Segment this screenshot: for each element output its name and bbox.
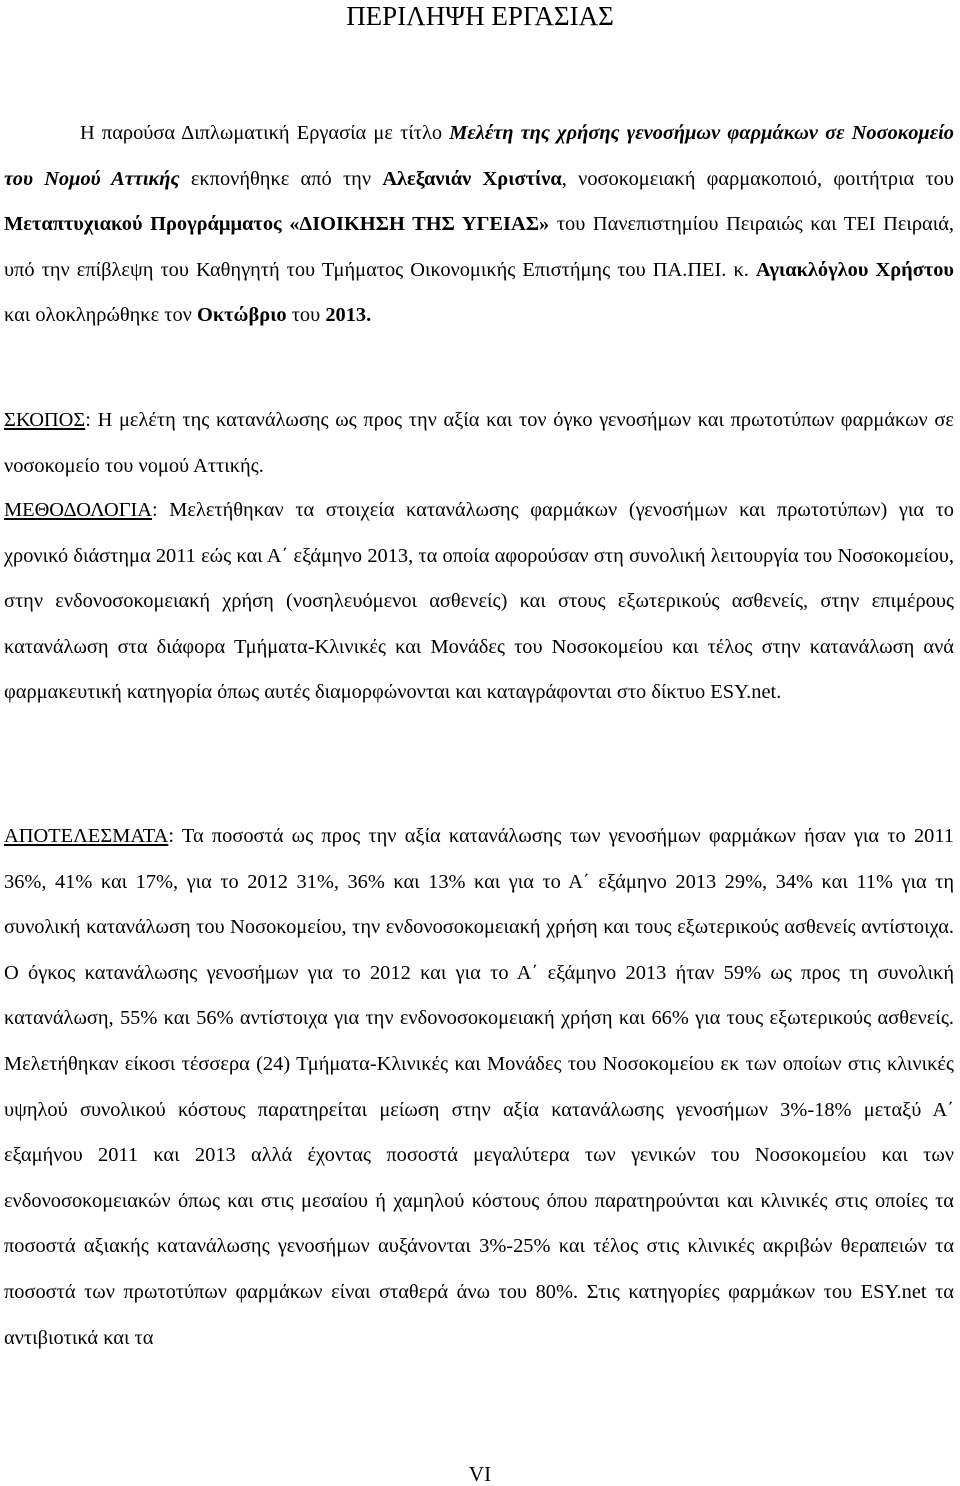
author-name: Αλεξανιάν Χριστίνα [382, 167, 562, 190]
apotelesmata-heading: ΑΠΟΤΕΛΕΣΜΑΤΑ [4, 825, 169, 847]
intro-paragraph [4, 111, 954, 339]
intro-text-2: εκπονήθηκε από την [179, 167, 383, 190]
supervisor-name: Αγιακλόγλου Χρήστου [755, 258, 955, 281]
apotelesmata-text: Τα ποσοστά ως προς την αξία κατανάλωσης των γενοσήμων φαρμάκων ήσαν για το 2011 36%, 41% και 17%, για το 2012 31%, 36% και 13% και για το Α΄ εξάμηνο 2013 29%, 34% και 11% για τη συνολική κατανάλωση του Νοσοκομείου, την ενδονοσοκομειακή χρήση και τους εξωτερικούς ασθενείς αντίστοιχα. Ο όγκος κατανάλωσης γενοσήμων για το 2012 και για το Α΄ εξάμηνο 2013 ήταν 59% ως προς τη συνολική κατανάλωση, 55% και 56% αντίστοιχα για την ενδονοσοκομειακή χρήση και 66% για τους εξωτερικούς ασθενείς. Μελετήθηκαν είκοσι τέσσερα (24) Τμήματα-Κλινικές και Μονάδες του Νοσοκομείου εκ των οποίων στις κλινικές υψηλού συνολικού κόστους παρατηρείται μείωση στην αξία κατανάλωσης γενοσήμων 3%-18% μεταξύ Α΄ εξαμήνου 2011 και 2013 αλλά έχοντας ποσοστά μεγαλύτερα των γενικών του Νοσοκομείου και των ενδονοσοκομειακών όπως και στις μεσαίου ή χαμηλού κόστους όπου παρατηρούνται και κλινικές στις οποίες τα ποσοστά αξιακής κατανάλωσης γενοσήμων αυξάνονται 3%-25% και τέλος στις κλινικές ακριβών θεραπειών τα ποσοστά των πρωτοτύπων φαρμάκων είναι σταθερά άνω του 80%. Στις κατηγορίες φαρμάκων του ESY.net τα αντιβιοτικά και τα [4, 825, 954, 1349]
page-number: VI [468, 1462, 492, 1486]
intro-text-1: Η παρούσα Διπλωματική Εργασία με τίτλο [80, 122, 450, 144]
intro-text-6: του [286, 304, 326, 327]
apotelesmata-colon: : [168, 825, 175, 847]
thesis-title: Μελέτη της χρήσης γενοσήμων φαρμάκων σε Νοσοκομείο του Νομού Αττικής [4, 122, 954, 190]
intro-text-4: του Πανεπιστημίου Πειραιώς και ΤΕΙ Πειραιά, υπό την επίβλεψη του Καθηγητή του Τμήματος Οικονομικής Επιστήμης του ΠΑ.ΠΕΙ. κ. [4, 213, 955, 281]
completion-year: 2013. [325, 304, 372, 327]
methodologia-paragraph [4, 488, 954, 716]
completion-month: Οκτώβριο [196, 304, 287, 327]
methodologia-colon: : [152, 499, 158, 521]
program-name: Μεταπτυχιακού Προγράμματος «ΔΙΟΙΚΗΣΗ ΤΗΣ ΥΓΕΙΑΣ» [4, 213, 550, 236]
skopos-heading: ΣΚΟΠΟΣ [4, 409, 86, 431]
methodologia-text: Μελετήθηκαν τα στοιχεία κατανάλωσης φαρμάκων (γενοσήμων και πρωτοτύπων) για το χρονικό διάστημα 2011 εώς και Α΄ εξάμηνο 2013, τα οποία αφορούσαν στη συνολική λειτουργία του Νοσοκομείου, στην ενδονοσοκομειακή χρήση (νοσηλευόμενοι ασθενείς) και στους εξωτερικούς ασθενείς, στην επιμέρους κατανάλωση στα διάφορα Τμήματα-Κλινικές και Μονάδες του Νοσοκομείου και τέλος στην κατανάλωση ανά φαρμακευτική κατηγορία όπως αυτές διαμορφώνονται και καταγράφονται στο δίκτυο ESY.net. [4, 499, 954, 704]
intro-text-3: , νοσοκομειακή φαρμακοποιό, φοιτήτρια του [561, 167, 954, 190]
skopos-text: Η μελέτη της κατανάλωσης ως προς την αξία και τον όγκο γενοσήμων και πρωτοτύπων φαρμάκων σε νοσοκομείο του νομού Αττικής. [4, 409, 954, 477]
methodologia-heading: ΜΕΘΟΔΟΛΟΓΙΑ [4, 499, 153, 521]
apotelesmata-paragraph [4, 814, 954, 1361]
page-title: ΠΕΡΙΛΗΨΗ ΕΡΓΑΣΙΑΣ [346, 1, 614, 31]
intro-text-5: και ολοκληρώθηκε τον [4, 304, 197, 327]
skopos-paragraph [4, 398, 954, 489]
skopos-colon: : [85, 409, 91, 431]
